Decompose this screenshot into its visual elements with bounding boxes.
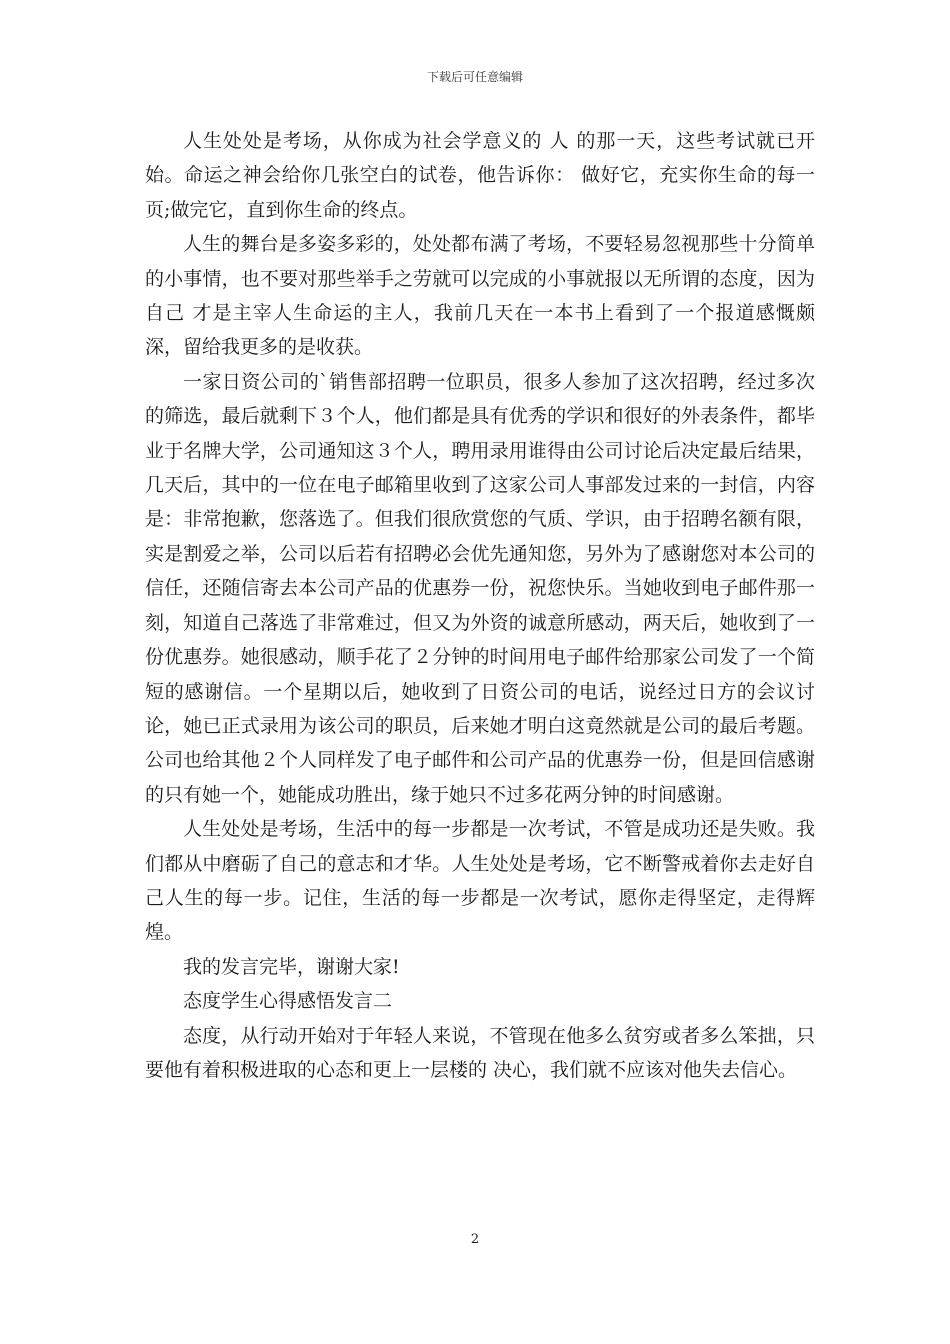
paragraph-4: 人生处处是考场，生活中的每一步都是一次考试，不管是成功还是失败。我们都从中磨砺了自己的意志和才华。人生处处是考场，它不断警戒着你去走好自己人生的每一步。记住，生活的每一步都是一次考试，愿你走得坚定，走得辉煌。 (145, 818, 815, 944)
paragraph-7: 态度，从行动开始对于年轻人来说，不管现在他多么贫穷或者多么笨拙，只要他有着积极进取的心态和更上一层楼的 决心，我们就不应该对他失去信心。 (145, 1024, 815, 1081)
page-header: 下载后可任意编辑 (426, 70, 523, 84)
paragraph-1: 人生处处是考场，从你成为社会学意义的 人 的那一天，这些考试就已开始。命运之神会给你几张空白的试卷，他告诉你： 做好它，充实你生命的每一页;做完它，直到你生命的终点。 (145, 130, 815, 221)
paragraph-2: 人生的舞台是多姿多彩的，处处都布满了考场，不要轻易忽视那些十分简单的小事情，也不要对那些举手之劳就可以完成的小事就报以无所谓的态度，因为 自己 才是主宰人生命运的主人，我前几天在一本书上看到了一个报道感慨颇深，留给我更多的是收获。 (145, 233, 815, 359)
paragraph-3: 一家日资公司的`销售部招聘一位职员，很多人参加了这次招聘，经过多次的筛选，最后就剩下３个人，他们都是具有优秀的学识和很好的外表条件，都毕业于名牌大学，公司通知这３个人，聘用录用谁得由公司讨论后决定最后结果，几天后，其中的一位在电子邮箱里收到了这家公司人事部发过来的一封信，内容是：非常抱歉，您落选了。但我们很欣赏您的气质、学识，由于招聘名额有限，实是割爱之举，公司以后若有招聘必会优先通知您，另外为了感谢您对本公司的信任，还随信寄去本公司产品的优惠券一份，祝您快乐。当她收到电子邮件那一刻，知道自己落选了非常难过，但又为外资的诚意所感动，两天后，她收到了一份优惠券。她很感动，顺手花了２分钟的时间用电子邮件给那家公司发了一个简短的感谢信。一个星期以后，她收到了日资公司的电话，说经过日方的会议讨论，她已正式录用为该公司的职员，后来她才明白这竟然就是公司的最后考题。公司也给其他２个人同样发了电子邮件和公司产品的优惠券一份，但是回信感谢的只有她一个，她能成功胜出，缘于她只不过多花两分钟的时间感谢。 (145, 370, 815, 806)
section-heading: 态度学生心得感悟发言二 (183, 990, 393, 1013)
paragraph-5: 我的发言完毕，谢谢大家! (183, 955, 400, 978)
document-body (145, 124, 815, 1087)
page-number: 2 (470, 1232, 480, 1247)
